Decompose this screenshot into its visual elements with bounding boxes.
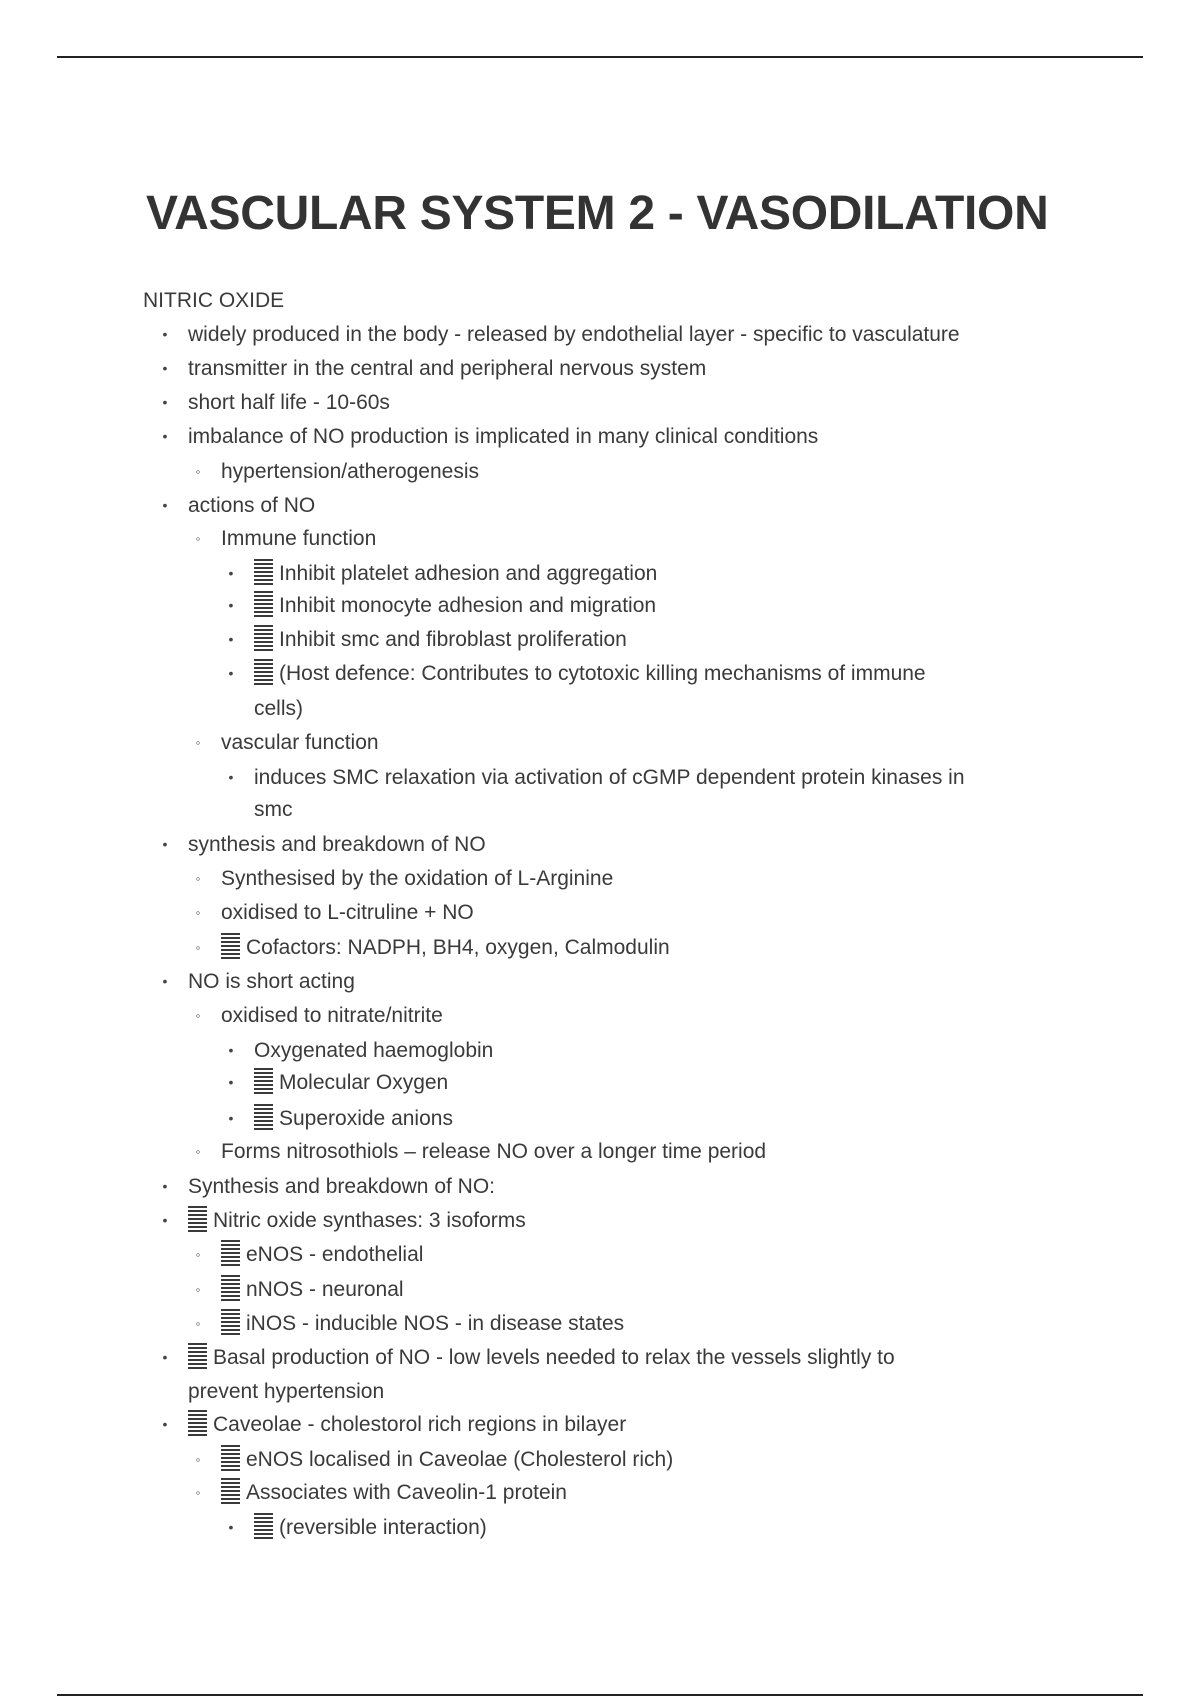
list-item-text: Oxygenated haemoglobin bbox=[254, 1039, 494, 1062]
circle-bullet-icon: ◦ bbox=[195, 871, 201, 886]
lines-icon bbox=[254, 1513, 273, 1539]
lines-icon bbox=[254, 591, 273, 617]
circle-bullet-icon: ◦ bbox=[195, 905, 201, 920]
list-item-text: induces SMC relaxation via activation of cGMP dependent protein kinases in bbox=[254, 766, 965, 789]
bullet-icon: • bbox=[228, 1074, 234, 1090]
list-item bbox=[228, 761, 965, 794]
list-item-text: imbalance of NO production is implicated in many clinical conditions bbox=[188, 425, 819, 448]
lines-icon bbox=[221, 1445, 240, 1471]
lines-icon bbox=[188, 1410, 207, 1436]
list-item bbox=[162, 352, 707, 385]
list-item bbox=[228, 589, 657, 622]
bottom-rule bbox=[57, 1694, 1143, 1696]
list-item bbox=[162, 318, 960, 351]
list-item-text: Associates with Caveolin-1 protein bbox=[246, 1481, 567, 1504]
bullet-icon: • bbox=[228, 631, 234, 647]
list-item bbox=[228, 557, 658, 590]
lines-icon bbox=[254, 559, 273, 585]
list-item bbox=[195, 896, 474, 929]
list-item-continuation bbox=[254, 692, 303, 725]
list-item bbox=[162, 1170, 496, 1203]
list-item-text: smc bbox=[254, 798, 293, 821]
list-item bbox=[228, 1066, 449, 1099]
list-item-text: Caveolae - cholestorol rich regions in bilayer bbox=[213, 1413, 627, 1436]
list-item bbox=[228, 657, 926, 690]
list-item-text: Synthesised by the oxidation of L-Arginine bbox=[221, 867, 614, 890]
bullet-icon: • bbox=[162, 1416, 168, 1432]
list-item bbox=[195, 522, 377, 555]
list-item bbox=[162, 489, 316, 522]
lines-icon bbox=[221, 1309, 240, 1335]
list-item-text: cells) bbox=[254, 697, 304, 720]
bullet-icon: • bbox=[228, 769, 234, 785]
list-item bbox=[195, 1135, 767, 1168]
list-item-text: short half life - 10-60s bbox=[188, 391, 390, 414]
list-item bbox=[195, 455, 480, 488]
bullet-icon: • bbox=[162, 1178, 168, 1194]
bullet-icon: • bbox=[162, 326, 168, 342]
circle-bullet-icon: ◦ bbox=[195, 1452, 201, 1467]
list-item-text: synthesis and breakdown of NO bbox=[188, 833, 486, 856]
list-item-continuation bbox=[254, 793, 293, 826]
list-item bbox=[195, 726, 379, 759]
list-item-text: Nitric oxide synthases: 3 isoforms bbox=[213, 1209, 526, 1232]
circle-bullet-icon: ◦ bbox=[195, 735, 201, 750]
list-item-text: oxidised to L-citruline + NO bbox=[221, 901, 474, 924]
bullet-icon: • bbox=[228, 665, 234, 681]
lines-icon bbox=[188, 1206, 207, 1232]
bullet-icon: • bbox=[162, 1212, 168, 1228]
bullet-icon: • bbox=[162, 973, 168, 989]
top-rule bbox=[57, 56, 1143, 58]
list-item bbox=[162, 828, 486, 861]
list-item-text: vascular function bbox=[221, 731, 379, 754]
circle-bullet-icon: ◦ bbox=[195, 1008, 201, 1023]
circle-bullet-icon: ◦ bbox=[195, 1144, 201, 1159]
list-item-text: Synthesis and breakdown of NO: bbox=[188, 1175, 496, 1198]
list-item-text: Inhibit smc and fibroblast proliferation bbox=[279, 628, 627, 651]
list-item-text: Molecular Oxygen bbox=[279, 1071, 449, 1094]
page-title: VASCULAR SYSTEM 2 - VASODILATION bbox=[146, 187, 1049, 240]
list-item-text: eNOS localised in Caveolae (Cholesterol rich) bbox=[246, 1448, 674, 1471]
list-item-text: hypertension/atherogenesis bbox=[221, 460, 480, 483]
list-item bbox=[228, 1102, 453, 1135]
list-item-text: Superoxide anions bbox=[279, 1107, 453, 1130]
circle-bullet-icon: ◦ bbox=[195, 531, 201, 546]
list-item bbox=[228, 623, 627, 656]
list-item bbox=[162, 1341, 895, 1374]
bullet-icon: • bbox=[228, 1519, 234, 1535]
list-item-text: Inhibit monocyte adhesion and migration bbox=[279, 594, 657, 617]
list-item bbox=[195, 1476, 567, 1509]
bullet-icon: • bbox=[228, 1042, 234, 1058]
section-heading: NITRIC OXIDE bbox=[143, 289, 285, 312]
list-item-text: widely produced in the body - released by endothelial layer - specific to vasculature bbox=[188, 323, 960, 346]
list-item-text: Immune function bbox=[221, 527, 377, 550]
list-item bbox=[162, 965, 355, 998]
list-item bbox=[195, 862, 614, 895]
list-item-text: NO is short acting bbox=[188, 970, 355, 993]
circle-bullet-icon: ◦ bbox=[195, 940, 201, 955]
bullet-icon: • bbox=[228, 597, 234, 613]
circle-bullet-icon: ◦ bbox=[195, 464, 201, 479]
bullet-icon: • bbox=[162, 394, 168, 410]
list-item-text: iNOS - inducible NOS - in disease states bbox=[246, 1312, 625, 1335]
list-item bbox=[162, 386, 390, 419]
bullet-icon: • bbox=[162, 497, 168, 513]
bullet-icon: • bbox=[162, 428, 168, 444]
bullet-icon: • bbox=[162, 1349, 168, 1365]
lines-icon bbox=[254, 1104, 273, 1130]
list-item bbox=[228, 1511, 487, 1544]
list-item-text: (reversible interaction) bbox=[279, 1516, 487, 1539]
list-item-text: prevent hypertension bbox=[188, 1380, 385, 1403]
circle-bullet-icon: ◦ bbox=[195, 1485, 201, 1500]
list-item bbox=[195, 1273, 404, 1306]
bullet-icon: • bbox=[162, 360, 168, 376]
list-item bbox=[195, 1238, 424, 1271]
list-item-text: Forms nitrosothiols – release NO over a longer time period bbox=[221, 1140, 767, 1163]
list-item-text: nNOS - neuronal bbox=[246, 1278, 404, 1301]
list-item bbox=[228, 1034, 494, 1067]
circle-bullet-icon: ◦ bbox=[195, 1316, 201, 1331]
lines-icon bbox=[221, 933, 240, 959]
list-item bbox=[195, 931, 670, 964]
list-item-text: Basal production of NO - low levels needed to relax the vessels slightly to bbox=[213, 1346, 895, 1369]
list-item-text: Inhibit platelet adhesion and aggregation bbox=[279, 562, 658, 585]
circle-bullet-icon: ◦ bbox=[195, 1282, 201, 1297]
bullet-icon: • bbox=[228, 1110, 234, 1126]
lines-icon bbox=[188, 1343, 207, 1369]
lines-icon bbox=[221, 1275, 240, 1301]
list-item-text: transmitter in the central and peripheral nervous system bbox=[188, 357, 707, 380]
list-item bbox=[162, 420, 819, 453]
lines-icon bbox=[254, 625, 273, 651]
bullet-icon: • bbox=[162, 836, 168, 852]
list-item-text: (Host defence: Contributes to cytotoxic killing mechanisms of immune bbox=[279, 662, 926, 685]
lines-icon bbox=[254, 659, 273, 685]
list-item-text: eNOS - endothelial bbox=[246, 1243, 424, 1266]
list-item-continuation bbox=[188, 1375, 384, 1408]
list-item bbox=[195, 1307, 625, 1340]
list-item-text: actions of NO bbox=[188, 494, 316, 517]
list-item bbox=[162, 1204, 526, 1237]
circle-bullet-icon: ◦ bbox=[195, 1247, 201, 1262]
lines-icon bbox=[221, 1240, 240, 1266]
lines-icon bbox=[254, 1068, 273, 1094]
list-item-text: Cofactors: NADPH, BH4, oxygen, Calmodulin bbox=[246, 936, 670, 959]
list-item-text: oxidised to nitrate/nitrite bbox=[221, 1004, 443, 1027]
list-item bbox=[195, 1443, 674, 1476]
list-item bbox=[162, 1408, 627, 1441]
list-item bbox=[195, 999, 443, 1032]
bullet-icon: • bbox=[228, 565, 234, 581]
lines-icon bbox=[221, 1478, 240, 1504]
